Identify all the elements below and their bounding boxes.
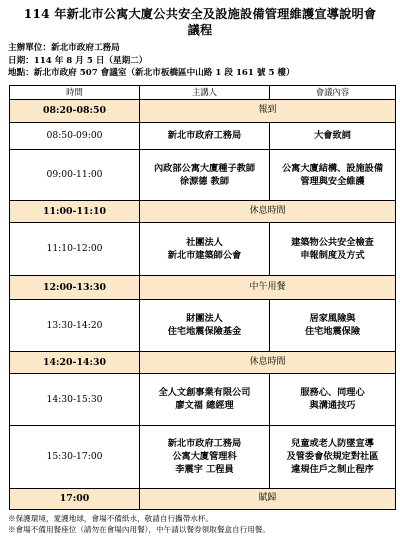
row-time: 08:50-09:00 (10, 122, 140, 149)
row-content: 服務心、同理心 與溝通技巧 (270, 373, 396, 425)
table-row (10, 122, 396, 149)
row-speaker: 財團法人 住宅地震保險基金 (140, 299, 270, 351)
row-speaker: 全人文創事業有限公司 廖文福 總經理 (140, 373, 270, 425)
row-content: 兒童或老人防墜宣導 及管委會依規定對社區 違規住戶之制止程序 (270, 425, 396, 488)
table-row (10, 149, 396, 200)
agenda-table (9, 85, 396, 510)
row-time: 14:20-14:30 (10, 351, 140, 373)
row-time: 11:00-11:10 (10, 200, 140, 222)
table-row (10, 373, 396, 425)
table-row (10, 488, 396, 509)
row-time: 09:00-11:00 (10, 149, 140, 200)
table-row (10, 275, 396, 299)
title-line-1: 114 年新北市公寓大廈公共安全及設施設備管理維護宣導說明會 (23, 7, 377, 21)
row-time: 11:10-12:00 (10, 222, 140, 275)
row-activity: 休息時間 (140, 351, 396, 373)
row-time: 15:30-17:00 (10, 425, 140, 488)
document-title (6, 6, 394, 38)
table-row (10, 99, 396, 122)
row-time: 14:30-15:30 (10, 373, 140, 425)
table-row (10, 222, 396, 275)
footnote-water: ※保護環境，愛護地球，會場不備紙水，敬請自行攜帶水杯。 (8, 513, 214, 523)
header-content: 會議內容 (270, 85, 396, 99)
row-content: 居家風險與 住宅地震保險 (270, 299, 396, 351)
row-time: 17:00 (10, 488, 140, 509)
row-speaker: 社團法人 新北市建築師公會 (140, 222, 270, 275)
header-time: 時間 (10, 85, 140, 99)
table-row (10, 200, 396, 222)
row-speaker: 新北市政府工務局 (140, 122, 270, 149)
row-content: 公寓大廈結構、設施設備 管理與安全維護 (270, 149, 396, 200)
event-info (6, 42, 394, 80)
table-row (10, 425, 396, 488)
table-row (10, 351, 396, 373)
organizer-line: 主辦單位：新北市政府工務局 (8, 43, 120, 53)
title-line-2: 議程 (187, 23, 213, 37)
footnote-meal: ※會場不備用餐座位（請勿在會場內用餐），中午請以餐券領取餐盒自行用餐。 (8, 524, 270, 534)
date-line: 日期：114 年 8 月 5 日（星期二） (8, 55, 148, 66)
row-content: 大會致詞 (270, 122, 396, 149)
row-content: 建築物公共安全檢查 申報制度及方式 (270, 222, 396, 275)
row-activity: 中午用餐 (140, 275, 396, 299)
footnotes (8, 513, 394, 535)
row-speaker: 新北市政府工務局 公寓大廈管理科 李震宇 工程員 (140, 425, 270, 488)
row-activity: 報到 (140, 99, 396, 122)
table-header-row (10, 85, 396, 99)
row-speaker: 內政部公寓大廈種子教師 徐源德 教師 (140, 149, 270, 200)
row-time: 08:20-08:50 (10, 99, 140, 122)
row-activity: 休息時間 (140, 200, 396, 222)
location-line: 地點：新北市政府 507 會議室（新北市板橋區中山路 1 段 161 號 5 樓） (8, 68, 295, 78)
row-time: 13:30-14:20 (10, 299, 140, 351)
row-activity: 賦歸 (140, 488, 396, 509)
header-speaker: 主講人 (140, 85, 270, 99)
row-time: 12:00-13:30 (10, 275, 140, 299)
table-row (10, 299, 396, 351)
